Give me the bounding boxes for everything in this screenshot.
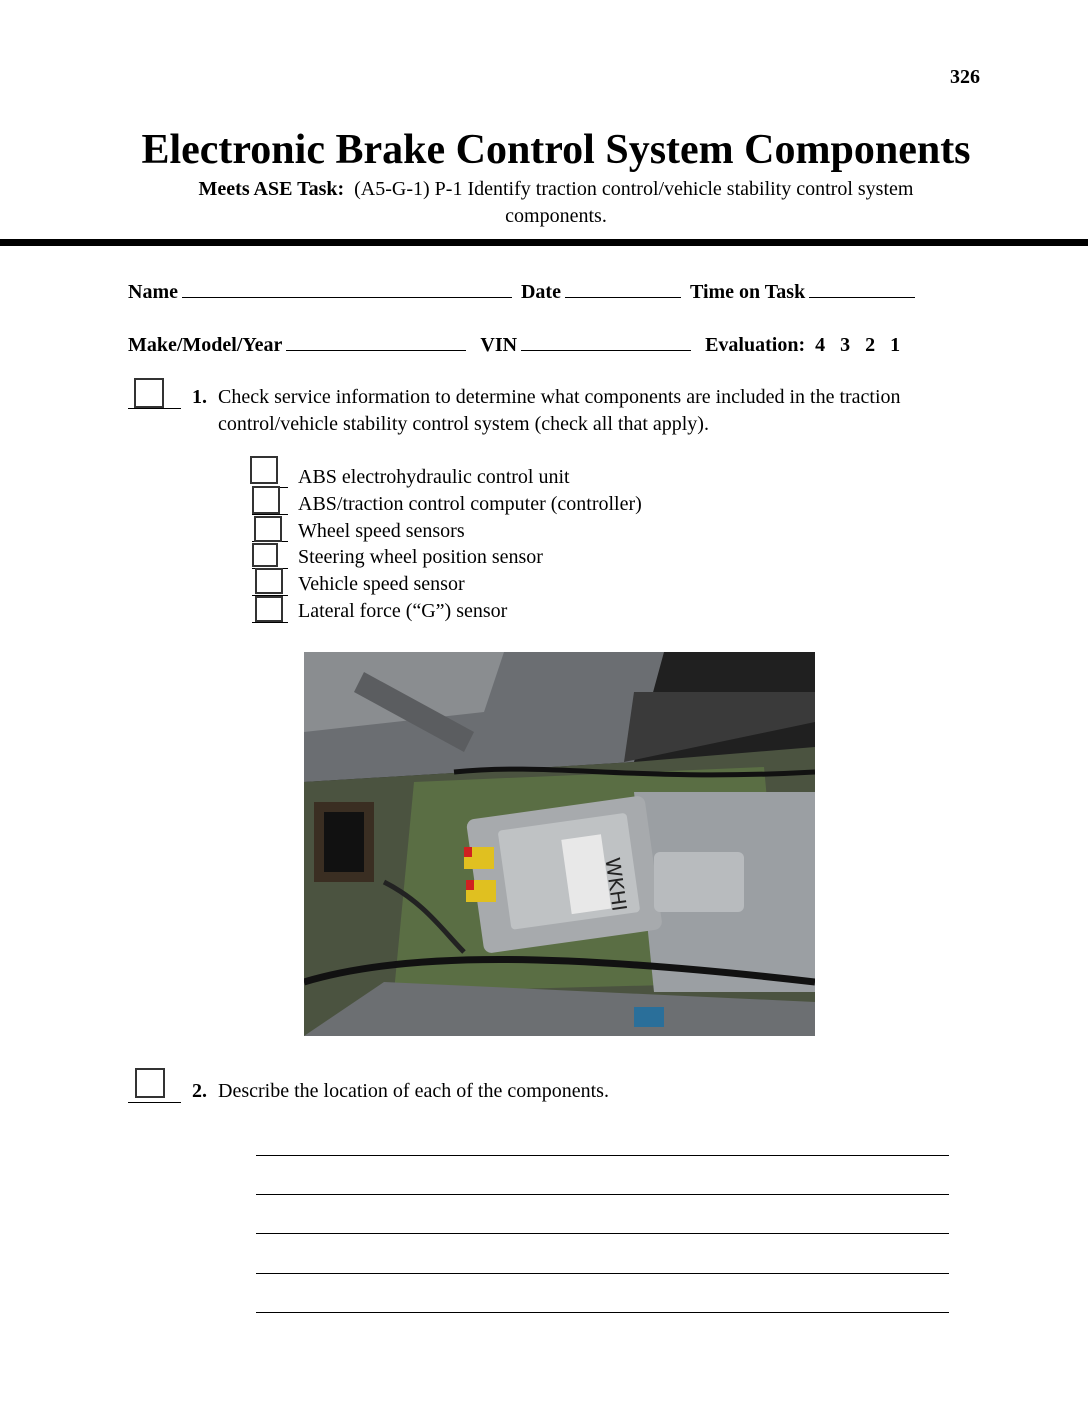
option-label: Steering wheel position sensor <box>298 546 543 568</box>
task-1-text-cont: control/vehicle stability control system (check all that apply). <box>218 413 709 435</box>
option-label: ABS electrohydraulic control unit <box>298 466 570 488</box>
option-label: Vehicle speed sensor <box>298 573 465 595</box>
time-on-task-label: Time on Task <box>689 281 806 303</box>
task-1-checkbox[interactable] <box>134 378 164 408</box>
evaluation-score-2[interactable]: 2 <box>865 334 876 356</box>
option-checkbox-steering-position[interactable] <box>252 543 278 567</box>
option-checkbox-lateral-g[interactable] <box>255 596 283 622</box>
page-number: 326 <box>950 66 980 88</box>
control-module-photo <box>304 652 815 1036</box>
name-field[interactable] <box>182 280 512 298</box>
option-label: Lateral force (“G”) sensor <box>298 600 508 622</box>
answer-line-4[interactable] <box>256 1273 949 1274</box>
task-1-text: Check service information to determine what components are included in the traction <box>218 386 901 408</box>
task-2-check-line <box>128 1102 181 1103</box>
date-label: Date <box>520 281 561 303</box>
option-checkbox-abs-controller[interactable] <box>252 486 280 514</box>
make-model-year-label: Make/Model/Year <box>128 334 283 356</box>
date-field[interactable] <box>565 280 681 298</box>
answer-line-3[interactable] <box>256 1233 949 1234</box>
info-row-2 <box>128 333 900 357</box>
evaluation-score-4[interactable]: 4 <box>815 334 826 356</box>
option-label: Wheel speed sensors <box>298 520 465 542</box>
option-line <box>252 514 288 515</box>
info-row-1 <box>128 280 919 304</box>
option-checkbox-wheel-speed[interactable] <box>254 516 282 542</box>
answer-line-1[interactable] <box>256 1155 949 1156</box>
option-line <box>252 622 288 623</box>
evaluation-score-3[interactable]: 3 <box>840 334 851 356</box>
evaluation-score-1[interactable]: 1 <box>890 334 901 356</box>
task-2-checkbox[interactable] <box>135 1068 165 1098</box>
page-title: Electronic Brake Control System Components <box>141 127 971 173</box>
vin-field[interactable] <box>521 333 691 351</box>
answer-line-2[interactable] <box>256 1194 949 1195</box>
answer-line-5[interactable] <box>256 1312 949 1313</box>
task-1-number: 1. <box>192 386 207 408</box>
ase-task-text-cont: components. <box>505 205 607 227</box>
task-1-check-line <box>128 408 181 409</box>
photo-illustration <box>304 652 815 1036</box>
evaluation-label: Evaluation: <box>705 334 806 356</box>
task-2-text: Describe the location of each of the components. <box>218 1080 609 1102</box>
task-2-number: 2. <box>192 1080 207 1102</box>
header-divider <box>0 239 1088 246</box>
ase-task-text: (A5-G-1) P-1 Identify traction control/vehicle stability control system <box>354 178 914 200</box>
time-on-task-field[interactable] <box>809 280 915 298</box>
vin-label: VIN <box>480 334 518 356</box>
option-checkbox-abs-hcu[interactable] <box>250 456 278 484</box>
ase-task-label: Meets ASE Task: <box>198 178 345 200</box>
option-checkbox-vehicle-speed[interactable] <box>255 568 283 594</box>
name-label: Name <box>128 281 178 303</box>
ase-task-line <box>0 178 1088 201</box>
make-model-year-field[interactable] <box>286 333 466 351</box>
option-label: ABS/traction control computer (controller) <box>298 493 642 515</box>
module-label: WKHI <box>600 855 632 913</box>
